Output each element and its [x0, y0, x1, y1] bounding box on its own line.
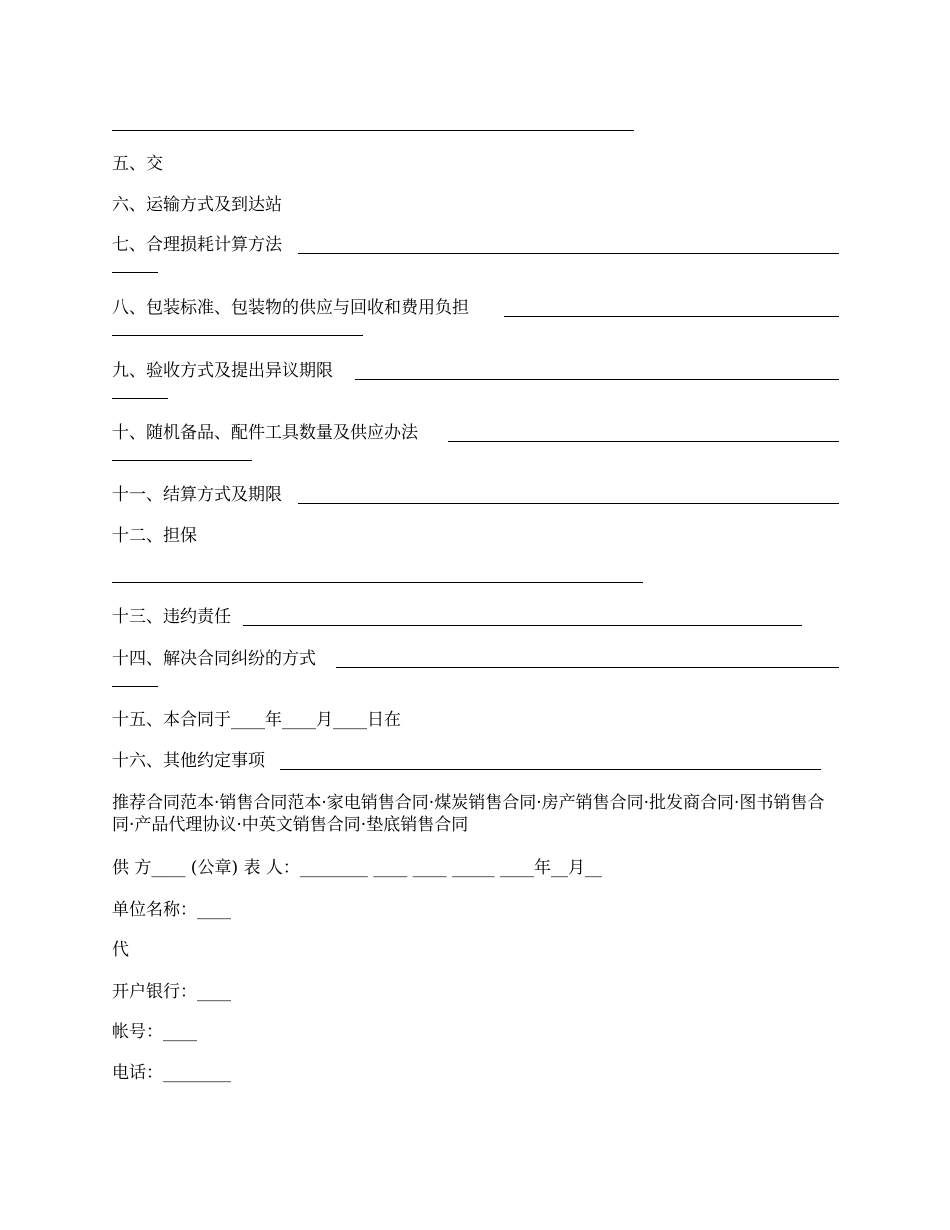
clause-16-blank [280, 769, 821, 770]
clause-9-blank-cont [112, 398, 168, 399]
phone-field: 电话：________ [112, 1063, 231, 1083]
bank-field: 开户银行：____ [112, 982, 231, 1002]
clause-8-blank [504, 316, 839, 317]
clause-14-blank [336, 667, 839, 668]
clause-13-blank [243, 625, 802, 626]
clause-9-blank [355, 379, 839, 380]
clause-7-blank [298, 253, 839, 254]
clause-7: 七、合理损耗计算方法 [112, 235, 282, 255]
clause-12: 十二、担保 [112, 526, 197, 546]
clause-14: 十四、解决合同纠纷的方式 [112, 649, 316, 669]
representative-label: 代 [112, 940, 129, 960]
clause-10-blank [448, 441, 839, 442]
account-field: 帐号：____ [112, 1022, 197, 1042]
clause-13: 十三、违约责任 [112, 607, 231, 627]
clause-8: 八、包装标准、包装物的供应与回收和费用负担 [112, 298, 469, 318]
clause-8-blank-cont [112, 335, 363, 336]
clause-16: 十六、其他约定事项 [112, 751, 265, 771]
clause-10: 十、随机备品、配件工具数量及供应办法 [112, 423, 418, 443]
clause-6: 六、运输方式及到达站 [112, 195, 282, 215]
clause-14-blank-cont [112, 686, 158, 687]
blank-line-top [112, 130, 634, 131]
clause-9: 九、验收方式及提出异议期限 [112, 361, 333, 381]
clause-5: 五、交 [112, 154, 163, 174]
signature-line: 供 方____ (公章) 表 人：________ ____ ____ _____ ____年__月__ [112, 858, 602, 878]
clause-10-blank-cont [112, 460, 252, 461]
clause-11: 十一、结算方式及期限 [112, 485, 282, 505]
clause-15: 十五、本合同于____年____月____日在 [112, 710, 401, 730]
clause-7-blank-cont [112, 272, 158, 273]
clause-11-blank [298, 503, 839, 504]
clause-12-blank [112, 582, 643, 583]
unit-name-field: 单位名称：____ [112, 900, 231, 920]
recommended-templates: 推荐合同范本·销售合同范本·家电销售合同·煤炭销售合同·房产销售合同·批发商合同·图书销售合同·产品代理协议·中英文销售合同·垫底销售合同 [112, 793, 825, 835]
